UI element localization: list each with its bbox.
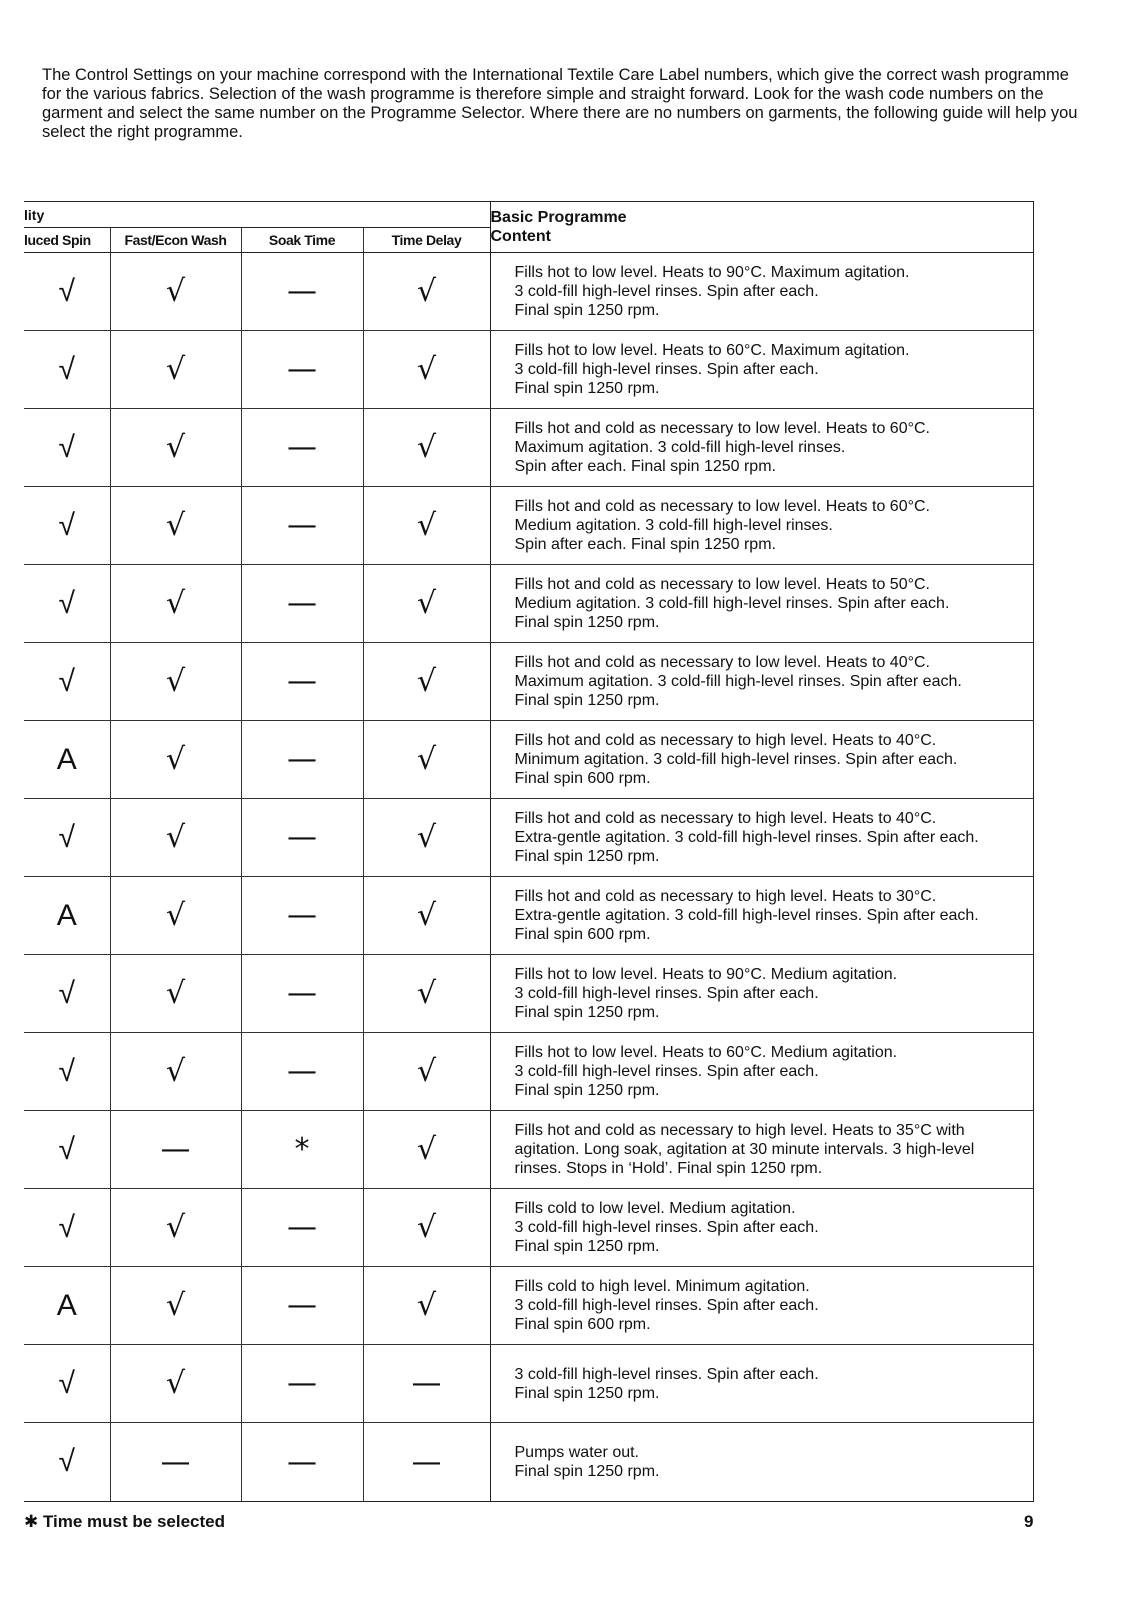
row-setting-mark: —	[241, 487, 363, 565]
content-line: Maximum agitation. 3 cold-fill high-level rinses.	[514, 439, 846, 456]
row-programme-content	[490, 409, 1033, 487]
row-programme-content	[490, 643, 1033, 721]
content-line: Final spin 1250 rpm.	[514, 1384, 660, 1402]
content-line: Fills hot and cold as necessary to low level. Heats to 50°C.	[514, 576, 930, 593]
footer-note: ✱ Time must be selected	[24, 1512, 226, 1531]
row-setting-mark: —	[241, 799, 363, 877]
content-line: Final spin 1250 rpm.	[514, 1004, 660, 1021]
content-line: Final spin 1250 rpm.	[514, 1238, 660, 1255]
content-line: 3 cold-fill high-level rinses. Spin after each.	[514, 1063, 819, 1080]
row-setting-mark: —	[241, 643, 363, 721]
row-setting-mark: √	[363, 799, 490, 877]
row-setting-mark: —	[241, 331, 363, 409]
row-programme-content	[490, 565, 1033, 643]
row-programme-content	[490, 1189, 1033, 1267]
row-setting-mark: √	[24, 1111, 110, 1189]
row-programme-content	[490, 1111, 1033, 1189]
content-line: Final spin 1250 rpm.	[514, 302, 660, 319]
content-line: Extra-gentle agitation. 3 cold-fill high-level rinses. Spin after each.	[514, 829, 979, 846]
row-setting-mark: √	[110, 487, 241, 565]
row-setting-mark: √	[363, 565, 490, 643]
content-line: Fills hot and cold as necessary to high level. Heats to 35°C with	[514, 1122, 965, 1139]
row-setting-mark: √	[110, 721, 241, 799]
row-setting-mark: √	[24, 955, 110, 1033]
row-setting-mark: A	[24, 1267, 110, 1345]
content-line: Spin after each. Final spin 1250 rpm.	[514, 458, 776, 475]
content-line: 3 cold-fill high-level rinses. Spin after each.	[514, 283, 819, 300]
row-programme-content	[490, 331, 1033, 409]
row-setting-mark: A	[24, 877, 110, 955]
table-row	[24, 799, 1033, 877]
row-setting-mark: √	[363, 1033, 490, 1111]
content-line: Fills hot and cold as necessary to low level. Heats to 60°C.	[514, 498, 930, 515]
row-setting-mark: √	[110, 1033, 241, 1111]
content-line: Maximum agitation. 3 cold-fill high-level rinses. Spin after each.	[514, 673, 962, 690]
content-header-line2: Content	[490, 228, 551, 245]
content-line: Fills hot and cold as necessary to low level. Heats to 40°C.	[514, 654, 930, 671]
row-setting-mark: √	[363, 409, 490, 487]
row-programme-content	[490, 799, 1033, 877]
table-row	[24, 721, 1033, 799]
row-setting-mark: √	[110, 1267, 241, 1345]
row-setting-mark: √	[110, 409, 241, 487]
content-line: Fills hot and cold as necessary to high level. Heats to 30°C.	[514, 888, 937, 905]
row-setting-mark: √	[24, 409, 110, 487]
row-setting-mark: —	[241, 1345, 363, 1423]
table-row	[24, 487, 1033, 565]
column-header-time-delay: Time Delay	[363, 228, 490, 253]
content-line: Fills hot and cold as necessary to high level. Heats to 40°C.	[514, 732, 937, 749]
row-programme-content	[490, 877, 1033, 955]
row-setting-mark: √	[24, 799, 110, 877]
row-setting-mark: √	[363, 877, 490, 955]
table-row	[24, 1189, 1033, 1267]
row-programme-content	[490, 721, 1033, 799]
row-setting-mark: √	[110, 955, 241, 1033]
content-line: Medium agitation. 3 cold-fill high-level rinses. Spin after each.	[514, 595, 950, 612]
content-line: 3 cold-fill high-level rinses. Spin after each.	[514, 1365, 819, 1383]
table-row	[24, 565, 1033, 643]
row-setting-mark: —	[241, 955, 363, 1033]
content-line: Fills cold to low level. Medium agitation.	[514, 1200, 796, 1217]
content-line: Fills hot to low level. Heats to 90°C. Medium agitation.	[514, 966, 898, 983]
row-programme-content	[490, 1033, 1033, 1111]
table-row	[24, 955, 1033, 1033]
row-programme-content	[490, 253, 1033, 331]
table-row	[24, 643, 1033, 721]
row-setting-mark: √	[24, 565, 110, 643]
content-line: Pumps water out.	[514, 1444, 639, 1461]
row-setting-mark: —	[241, 877, 363, 955]
table-row	[24, 877, 1033, 955]
row-setting-mark: *	[241, 1111, 363, 1189]
row-setting-mark: —	[241, 721, 363, 799]
content-line: Fills cold to high level. Minimum agitation.	[514, 1278, 810, 1295]
row-setting-mark: A	[24, 721, 110, 799]
row-setting-mark: —	[241, 1423, 363, 1502]
table-row	[24, 1423, 1033, 1502]
content-line: 3 cold-fill high-level rinses. Spin after each.	[514, 985, 819, 1002]
content-line: Fills hot to low level. Heats to 60°C. Medium agitation.	[514, 1044, 898, 1061]
content-line: Final spin 1250 rpm.	[514, 848, 660, 865]
row-setting-mark: √	[24, 253, 110, 331]
content-line: Medium agitation. 3 cold-fill high-level rinses.	[514, 517, 833, 534]
row-setting-mark: √	[24, 1345, 110, 1423]
row-programme-content	[490, 1345, 1033, 1423]
row-programme-content	[490, 487, 1033, 565]
row-setting-mark: —	[241, 409, 363, 487]
content-line: Fills hot and cold as necessary to high level. Heats to 40°C.	[514, 810, 937, 827]
row-programme-content	[490, 1423, 1033, 1502]
row-setting-mark: √	[24, 643, 110, 721]
row-setting-mark: √	[363, 253, 490, 331]
row-setting-mark: √	[110, 565, 241, 643]
content-line: agitation. Long soak, agitation at 30 minute intervals. 3 high-level	[514, 1141, 975, 1158]
row-setting-mark: —	[241, 1267, 363, 1345]
row-programme-content	[490, 1267, 1033, 1345]
row-setting-mark: √	[24, 331, 110, 409]
content-line: Minimum agitation. 3 cold-fill high-level rinses. Spin after each.	[514, 751, 958, 768]
table-row	[24, 1345, 1033, 1423]
row-setting-mark: √	[363, 721, 490, 799]
row-setting-mark: √	[363, 955, 490, 1033]
content-line: Final spin 600 rpm.	[514, 1316, 651, 1333]
row-setting-mark: —	[110, 1111, 241, 1189]
row-setting-mark: √	[24, 487, 110, 565]
row-setting-mark: √	[110, 1189, 241, 1267]
content-line: Final spin 600 rpm.	[514, 770, 651, 787]
row-setting-mark: —	[363, 1345, 490, 1423]
row-setting-mark: √	[363, 331, 490, 409]
row-setting-mark: √	[110, 643, 241, 721]
content-column-header	[490, 202, 1033, 253]
row-setting-mark: √	[363, 1267, 490, 1345]
content-line: 3 cold-fill high-level rinses. Spin after each.	[514, 361, 819, 378]
table-row	[24, 409, 1033, 487]
row-setting-mark: √	[24, 1423, 110, 1502]
table-group-label: lity	[24, 202, 490, 228]
row-setting-mark: —	[363, 1423, 490, 1502]
content-line: Extra-gentle agitation. 3 cold-fill high-level rinses. Spin after each.	[514, 907, 979, 924]
intro-paragraph: The Control Settings on your machine correspond with the International Textile Care Label numbers, which give the correct wash programme for the various fabrics. Selection of the wash programme is therefore simple and straight forward. Look for the wash code numbers on the garment and select the same number on the Programme Selector. Where there are no numbers on garments, the following guide will help you select the right programme.	[42, 66, 1078, 141]
column-header-fast-econ-wash: Fast/Econ Wash	[110, 228, 241, 253]
row-setting-mark: —	[241, 1033, 363, 1111]
content-line: rinses. Stops in ‘Hold’. Final spin 1250 rpm.	[514, 1160, 823, 1177]
content-line: Fills hot to low level. Heats to 60°C. Maximum agitation.	[514, 342, 910, 359]
row-setting-mark: —	[110, 1423, 241, 1502]
content-line: Spin after each. Final spin 1250 rpm.	[514, 536, 776, 553]
row-setting-mark: √	[363, 1111, 490, 1189]
content-line: 3 cold-fill high-level rinses. Spin after each.	[514, 1297, 819, 1314]
row-setting-mark: √	[363, 487, 490, 565]
column-header-soak-time: Soak Time	[241, 228, 363, 253]
content-line: Fills hot and cold as necessary to low level. Heats to 60°C.	[514, 420, 930, 437]
row-setting-mark: —	[241, 1189, 363, 1267]
table-row	[24, 331, 1033, 409]
row-setting-mark: √	[110, 877, 241, 955]
row-setting-mark: √	[110, 253, 241, 331]
content-line: 3 cold-fill high-level rinses. Spin after each.	[514, 1219, 819, 1236]
table-row	[24, 1033, 1033, 1111]
content-line: Final spin 1250 rpm.	[514, 614, 660, 631]
table-row	[24, 253, 1033, 331]
row-setting-mark: √	[363, 643, 490, 721]
row-setting-mark: √	[24, 1189, 110, 1267]
content-line: Final spin 1250 rpm.	[514, 1082, 660, 1099]
content-line: Final spin 600 rpm.	[514, 926, 651, 943]
row-setting-mark: √	[110, 1345, 241, 1423]
content-line: Final spin 1250 rpm.	[514, 1463, 660, 1480]
table-row	[24, 1267, 1033, 1345]
column-header-reduced-spin: luced Spin	[24, 228, 110, 253]
row-setting-mark: —	[241, 253, 363, 331]
row-programme-content	[490, 955, 1033, 1033]
row-setting-mark: √	[110, 331, 241, 409]
row-setting-mark: √	[24, 1033, 110, 1111]
content-line: Final spin 1250 rpm.	[514, 692, 660, 709]
row-setting-mark: √	[110, 799, 241, 877]
row-setting-mark: √	[363, 1189, 490, 1267]
page-number: 9	[1024, 1512, 1034, 1531]
row-setting-mark: —	[241, 565, 363, 643]
content-line: Fills hot to low level. Heats to 90°C. Maximum agitation.	[514, 264, 910, 281]
programme-table	[24, 201, 1034, 1502]
content-line: Final spin 1250 rpm.	[514, 380, 660, 397]
table-row	[24, 1111, 1033, 1189]
content-header-line1: Basic Programme	[490, 209, 627, 226]
